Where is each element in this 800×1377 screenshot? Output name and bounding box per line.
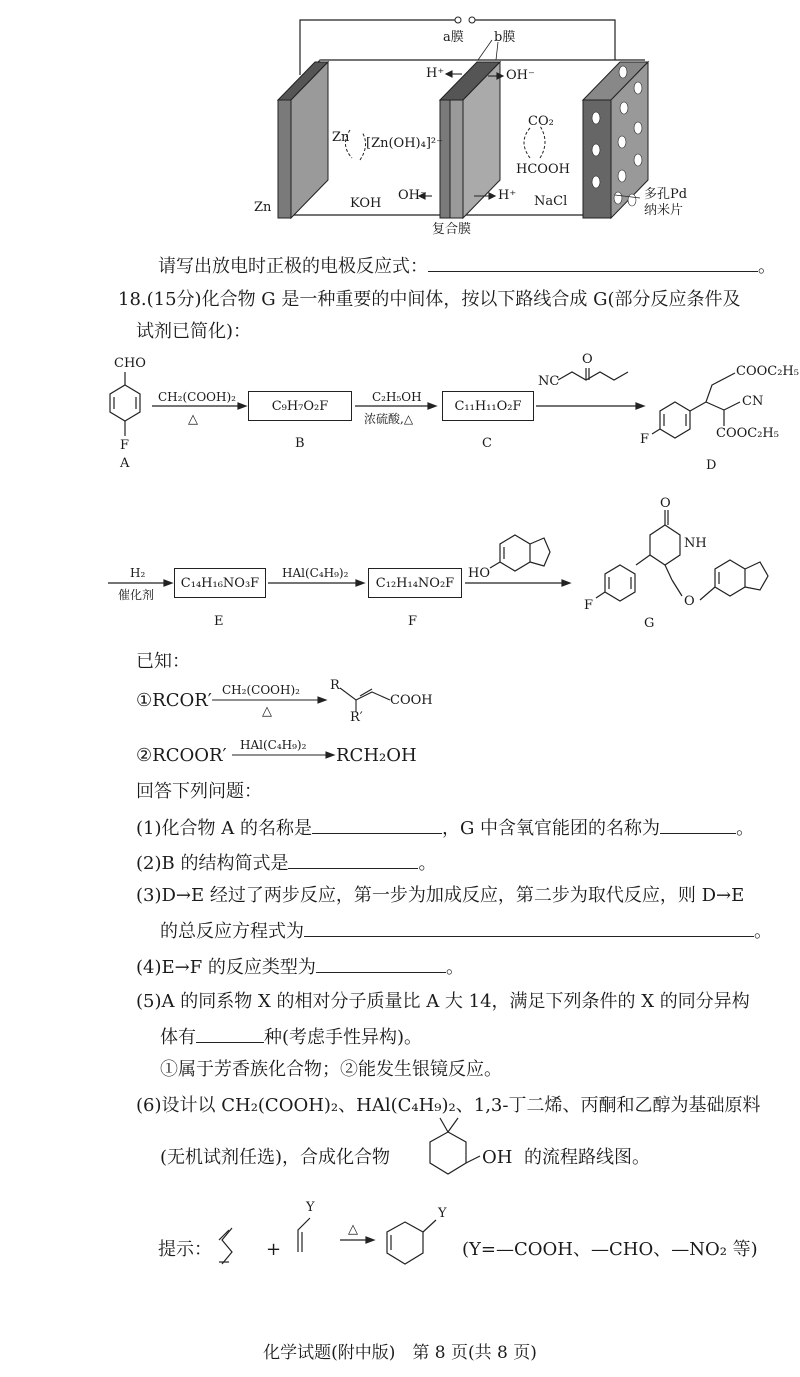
- known2-rhs: RCH₂OH: [336, 745, 417, 766]
- compound-a-label: A: [120, 456, 130, 471]
- d-cn: CN: [742, 394, 764, 409]
- known1-cooh: COOH: [390, 693, 433, 708]
- reagent-1-bottom: △: [188, 412, 198, 427]
- compound-d-label: D: [706, 458, 717, 473]
- reagent-3-nc: NC: [538, 374, 560, 389]
- known1-reagent: CH₂(COOH)₂: [222, 683, 300, 697]
- question-5-line2: 体有 种(考虑手性异构)。: [160, 1024, 422, 1050]
- oh-minus-top: OH⁻: [506, 68, 535, 83]
- reagent-2-bottom: 浓硫酸,△: [364, 412, 414, 426]
- known2-reagent: HAl(C₄H₉)₂: [240, 738, 307, 752]
- pd-label-1: 多孔Pd: [644, 187, 688, 202]
- co2-label: CO₂: [528, 114, 554, 129]
- known1-lhs: ①RCOR′: [136, 690, 212, 711]
- h-plus-top: H⁺: [426, 66, 445, 81]
- page-footer: 化学试题(附中版) 第 8 页(共 8 页): [263, 1343, 537, 1363]
- known-title: 已知：: [136, 651, 190, 672]
- g-ether-o: O: [684, 594, 695, 609]
- question-6-line2-b: 的流程路线图。: [524, 1147, 650, 1168]
- question-5-conditions: ①属于芳香族化合物；②能发生银镜反应。: [160, 1059, 502, 1080]
- a-cho: CHO: [114, 356, 146, 371]
- question-4: (4)E→F 的反应类型为 。: [136, 954, 464, 980]
- zn-electrode-label: Zn: [254, 200, 272, 215]
- question-2: (2)B 的结构简式是 。: [136, 850, 436, 876]
- q18-header-line2: 试剂已简化)：: [136, 321, 252, 342]
- composite-membrane-label: 复合膜: [432, 222, 472, 237]
- hint-label: 提示：: [158, 1239, 212, 1260]
- b-membrane-label: b膜: [494, 30, 516, 45]
- known1-r: R: [330, 678, 340, 693]
- reagent-6-ho: HO: [468, 566, 490, 581]
- target-oh: OH: [482, 1147, 513, 1168]
- known1-rprime: R′: [350, 710, 363, 725]
- question-5-line1: (5)A 的同系物 X 的相对分子质量比 A 大 14，满足下列条件的 X 的同分异构: [136, 991, 750, 1012]
- reagent-2-top: C₂H₅OH: [372, 390, 422, 404]
- known1-condition: △: [262, 704, 272, 719]
- reagent-4-bottom: 催化剂: [118, 588, 155, 602]
- compound-b-label: B: [295, 436, 305, 451]
- reagent-4-top: H₂: [130, 566, 146, 580]
- question-1: (1)化合物 A 的名称是 ，G 中含氧官能团的名称为 。: [136, 815, 754, 841]
- zincate-label: [Zn(OH)₄]²⁻: [366, 136, 443, 151]
- compound-c-label: C: [482, 436, 492, 451]
- hint-plus: +: [266, 1239, 282, 1260]
- q18-header-line1: 18.(15分)化合物 G 是一种重要的中间体，按以下路线合成 G(部分反应条件及: [118, 289, 741, 310]
- question-6-line1: (6)设计以 CH₂(COOH)₂、HAl(C₄H₉)₂、1,3-丁二烯、丙酮和乙醇为基础原料: [136, 1095, 761, 1116]
- hcooh-label: HCOOH: [516, 162, 570, 177]
- compound-g-label: G: [644, 616, 655, 631]
- hint-heat: △: [348, 1222, 358, 1237]
- g-fluoro: F: [584, 598, 594, 613]
- d-ester-1: COOC₂H₅: [736, 364, 799, 379]
- pd-label-2: 纳米片: [644, 203, 684, 218]
- question-6-line2-a: (无机试剂任选)，合成化合物: [160, 1147, 391, 1168]
- q17-prompt: 请写出放电时正极的电极反应式： 。: [158, 253, 776, 279]
- compound-c-box: C₁₁H₁₁O₂F: [442, 391, 534, 421]
- a-membrane-label: a膜: [443, 30, 464, 45]
- hint-note: (Y=—COOH、—CHO、—NO₂ 等): [462, 1239, 758, 1260]
- answer-title: 回答下列问题：: [136, 781, 262, 802]
- question-3-line2: 的总反应方程式为 。: [160, 918, 772, 944]
- g-carbonyl-o: O: [660, 496, 671, 511]
- oh-minus-bottom: OH⁻: [398, 188, 427, 203]
- compound-e-label: E: [214, 614, 224, 629]
- g-nh: NH: [684, 536, 707, 551]
- koh-label: KOH: [350, 196, 382, 211]
- compound-f-box: C₁₂H₁₄NO₂F: [368, 568, 462, 598]
- h-plus-bottom: H⁺: [498, 188, 517, 203]
- hint-y-reactant: Y: [306, 1200, 315, 1215]
- compound-e-box: C₁₄H₁₆NO₃F: [174, 568, 266, 598]
- nacl-label: NaCl: [534, 194, 568, 209]
- d-ester-2: COOC₂H₅: [716, 426, 779, 441]
- question-3-line1: (3)D→E 经过了两步反应，第一步为加成反应，第二步为取代反应，则 D→E: [136, 885, 745, 906]
- zn-cycle-label: Zn: [332, 130, 350, 145]
- reagent-5-top: HAl(C₄H₉)₂: [282, 566, 349, 580]
- known2-lhs: ②RCOOR′: [136, 745, 227, 766]
- compound-b-box: C₉H₇O₂F: [248, 391, 352, 421]
- compound-f-label: F: [408, 614, 418, 629]
- hint-y-product: Y: [438, 1206, 447, 1221]
- a-fluoro: F: [120, 438, 130, 453]
- d-fluoro: F: [640, 432, 650, 447]
- reagent-1-top: CH₂(COOH)₂: [158, 390, 236, 404]
- reagent-3-carbonyl-o: O: [582, 352, 593, 367]
